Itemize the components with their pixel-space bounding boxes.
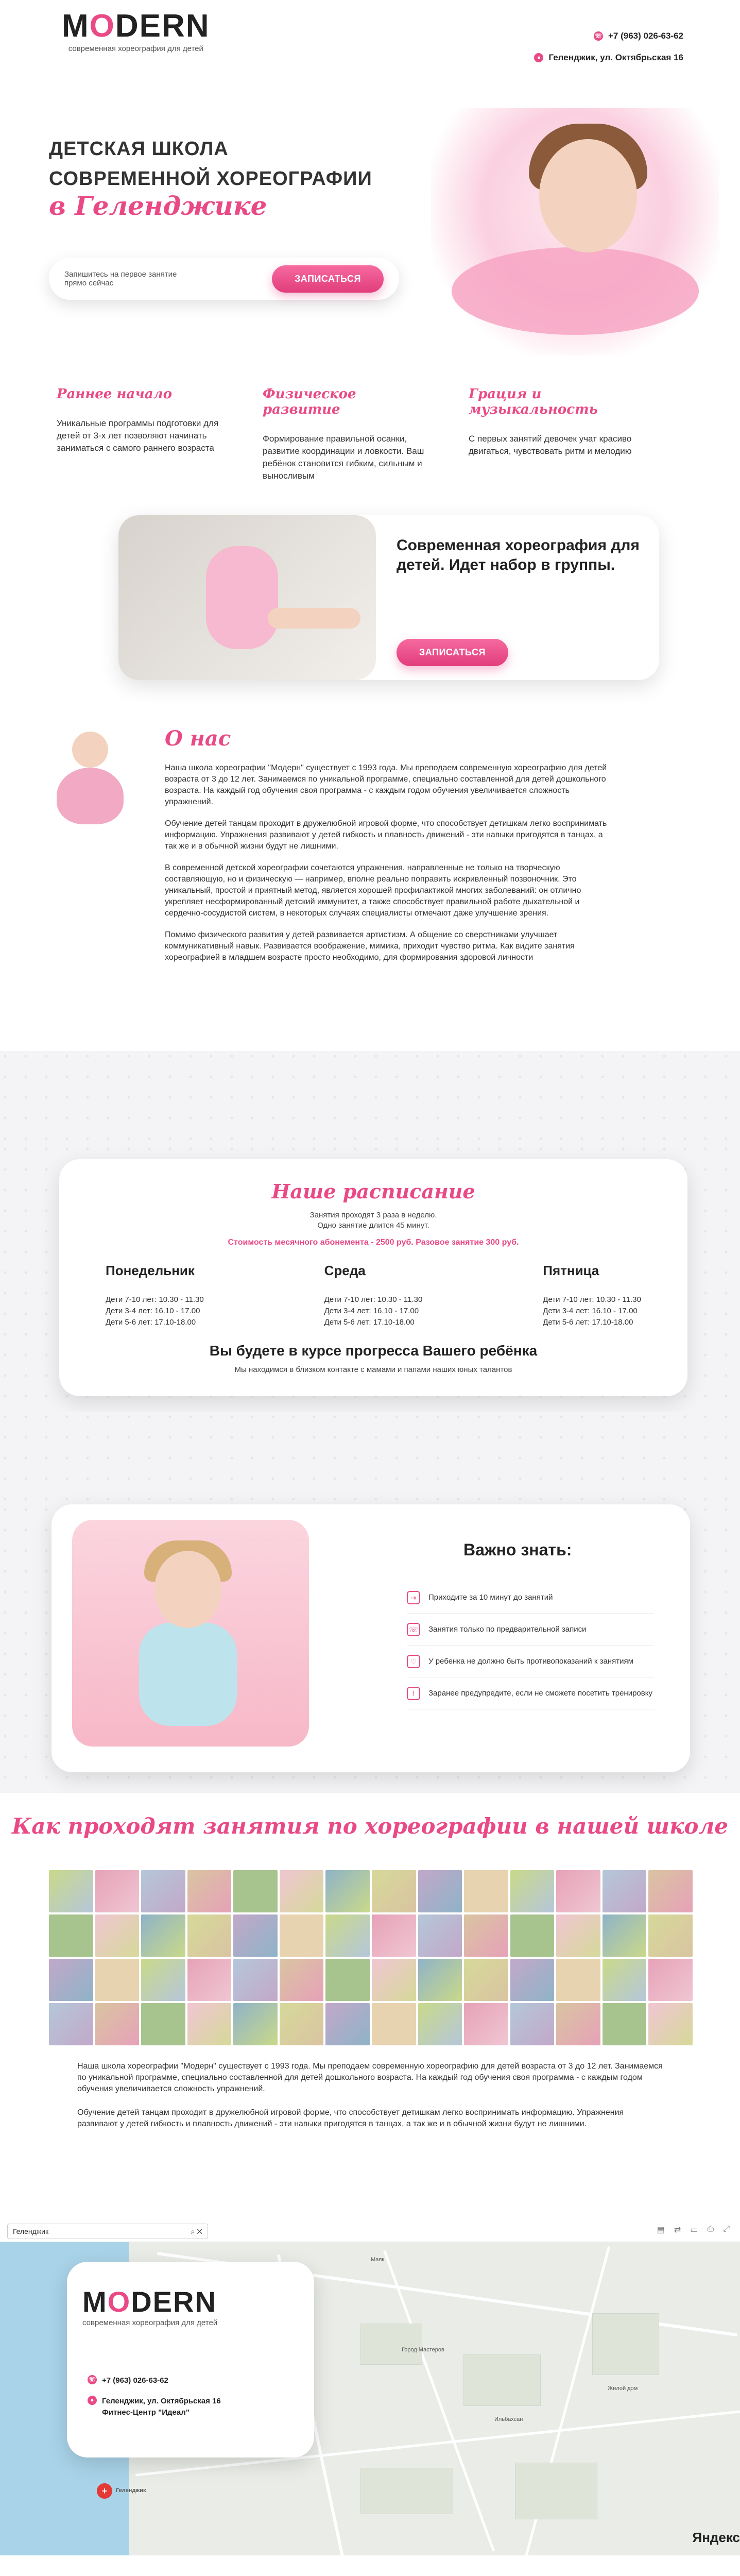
feature-grace — [469, 366, 633, 505]
day-name: Понедельник — [106, 1263, 195, 1278]
gallery-photo[interactable] — [233, 1959, 278, 2001]
gallery-text — [77, 2061, 664, 2142]
feature-title: Раннее начало — [57, 386, 173, 402]
group-banner-title: Современная хореография для детей. Идет набор в группы. — [397, 537, 640, 573]
schedule-day-monday — [106, 1263, 204, 1328]
day-name: Пятница — [543, 1263, 599, 1278]
gallery-photo[interactable] — [603, 1959, 647, 2001]
gallery-photo[interactable] — [418, 1870, 462, 1912]
day-row: Дети 3-4 лет: 16.10 - 17.00 — [543, 1307, 638, 1315]
about-paragraph: В современной детской хореографии сочетаются упражнения, направленные не только на творческую составляющую, но и физическую — например, вполне реально поправить искривленный позвоночник. Это уникальный, простой и приятный метод, является хорошей профилактикой многих заболеваний: он отлично укрепляет несформированный детский иммунитет, а также способствует правильной работе дыхательной и сердечно-сосудистой систем, в некоторых случаях специалисты отмечают даже улучшение зрения. — [165, 863, 581, 918]
gallery-photo[interactable] — [95, 2003, 140, 2045]
gallery-photo[interactable] — [325, 1959, 370, 2001]
location-icon: ● — [88, 2396, 97, 2405]
gallery-photo[interactable] — [372, 2003, 416, 2045]
gallery-section — [0, 1793, 740, 2221]
map-tools — [657, 2225, 730, 2235]
important-card — [51, 1504, 690, 1772]
about-text — [165, 762, 608, 974]
day-row: Дети 5-6 лет: 17.10-18.00 — [106, 1318, 196, 1327]
important-item: ☏ Занятия только по предварительной записи — [407, 1614, 654, 1646]
schedule-title: Наше расписание — [271, 1180, 475, 1203]
gallery-photo[interactable] — [648, 1870, 693, 1912]
hero-ballerina-image — [431, 108, 719, 355]
hero-form-text: Запишитесь на первое занятие прямо сейчас — [64, 270, 177, 287]
features-section — [0, 366, 740, 505]
gallery-photo[interactable] — [510, 1870, 555, 1912]
gallery-photo[interactable] — [233, 1914, 278, 1957]
site-header — [0, 0, 740, 98]
gallery-photo[interactable] — [603, 1870, 647, 1912]
search-icon[interactable]: ⌕ ✕ — [191, 2227, 202, 2235]
schedule-price: Стоимость месячного абонемента - 2500 руб. Разовое занятие 300 руб. — [228, 1238, 519, 1247]
baby-ballerina-illustration — [51, 732, 129, 840]
location-icon: ● — [534, 53, 543, 62]
header-phone[interactable]: +7 (963) 026-63-62 — [608, 31, 683, 41]
header-address: Геленджик, ул. Октябрьская 16 — [548, 53, 683, 62]
gallery-photo[interactable] — [141, 2003, 185, 2045]
warning-icon: ! — [407, 1687, 420, 1700]
day-row: Дети 3-4 лет: 16.10 - 17.00 — [106, 1307, 200, 1315]
map-label: Город Мастеров — [402, 2347, 444, 2353]
gallery-photo[interactable] — [280, 1914, 324, 1957]
map-search-input[interactable]: Геленджик ⌕ ✕ — [7, 2224, 208, 2239]
hero-city: в Геленджике — [49, 191, 267, 221]
gallery-photo[interactable] — [556, 2003, 600, 2045]
gallery-photo[interactable] — [418, 2003, 462, 2045]
gallery-paragraph: Обучение детей танцам проходит в дружелюбной игровой форме, что способствует детишкам легко воспринимать информацию. Упражнения развивают у детей гибкость и плавность движений - эти навыки пригодятся в танцах, а так же и в обычной жизни будут не лишними. — [77, 2108, 624, 2128]
gallery-photo[interactable] — [141, 1914, 185, 1957]
map-label: Маяк — [371, 2257, 385, 2263]
schedule-day-wednesday — [324, 1263, 423, 1328]
fullscreen-icon[interactable]: ⤢ — [723, 2225, 730, 2233]
about-paragraph: Обучение детей танцам проходит в дружелюбной игровой форме, что способствует детишкам легко воспринимать информацию. Упражнения развивают у детей гибкость и плавность движений - эти навыки пригодятся в танцах, а так же и в обычной жизни будут не лишними. — [165, 819, 607, 851]
gallery-photo[interactable] — [233, 1870, 278, 1912]
gallery-photo[interactable] — [603, 1914, 647, 1957]
gallery-photo[interactable] — [49, 1959, 93, 2001]
map-label: Ильбахсан — [494, 2416, 523, 2422]
schedule-subtitle: Занятия проходят 3 раза в неделю. Одно занятие длится 45 минут. — [309, 1211, 437, 1230]
day-row: Дети 5-6 лет: 17.10-18.00 — [543, 1318, 633, 1327]
gallery-photo[interactable] — [325, 1914, 370, 1957]
map-card-info — [88, 2375, 221, 2428]
gallery-photo[interactable] — [648, 2003, 693, 2045]
gallery-photo[interactable] — [510, 1914, 555, 1957]
gallery-photo[interactable] — [49, 1914, 93, 1957]
route-icon[interactable]: ⇄ — [674, 2226, 681, 2234]
feature-physical — [263, 366, 427, 505]
feature-text: Формирование правильной осанки, развитие координации и ловкости. Ваш ребёнок становится гибким, сильным и выносливым — [263, 434, 424, 481]
girl-at-barre-photo — [72, 1520, 309, 1747]
gallery-photo[interactable] — [95, 1914, 140, 1957]
schedule-days — [59, 1263, 687, 1328]
gallery-photo[interactable] — [648, 1914, 693, 1957]
gallery-paragraph: Наша школа хореографии "Модерн" существует с 1993 года. Мы преподаем современную хореографию для детей возраста от 3 до 12 лет. Занимаемся по уникальной программе, специально составленной для детей дошкольного возраста. На каждый год обучения своя программа - с каждым годом обучения увеличивается сложность упражнений. — [77, 2062, 663, 2093]
gallery-photo[interactable] — [187, 1914, 232, 1957]
important-section — [0, 1504, 740, 1793]
day-row: Дети 3-4 лет: 16.10 - 17.00 — [324, 1307, 419, 1315]
map-card-logo: MODERN современная хореография для детей — [82, 2285, 218, 2327]
layers-icon[interactable]: ▤ — [657, 2226, 665, 2234]
gallery-photo[interactable] — [464, 1959, 508, 2001]
heart-icon: ♡ — [407, 1655, 420, 1668]
feature-title: Физическое развитие — [263, 386, 356, 417]
gallery-photo[interactable] — [141, 1959, 185, 2001]
map-marker[interactable]: + — [97, 2483, 112, 2499]
map-contact-card — [67, 2262, 314, 2458]
group-banner-section — [0, 505, 740, 721]
door-icon: ⇥ — [407, 1591, 420, 1604]
decorative-pattern-strip — [0, 1412, 740, 1504]
gallery-photo[interactable] — [418, 1914, 462, 1957]
gallery-photo[interactable] — [372, 1870, 416, 1912]
important-item: ! Заранее предупредите, если не сможете посетить тренировку — [407, 1677, 654, 1709]
important-item: ⇥ Приходите за 10 минут до занятий — [407, 1582, 654, 1614]
important-list — [407, 1582, 654, 1709]
map-section[interactable] — [0, 2221, 740, 2555]
print-icon[interactable]: ⎙ — [707, 2225, 714, 2233]
important-title: Важно знать: — [463, 1540, 572, 1559]
logo-subtitle: современная хореография для детей — [68, 44, 203, 53]
about-paragraph: Помимо физического развития у детей развивается артистизм. А общение со сверстниками улучшает коммуникативный навык. Развивается воображение, мимика, приходит чувство ритма. Как видите занятия хореографией в младшем возрасте просто необходимо, для формирования здоровой личности — [165, 930, 575, 962]
feature-early-start — [57, 366, 221, 505]
important-item: ♡ У ребенка не должно быть противопоказаний к занятиям — [407, 1646, 654, 1677]
schedule-section — [0, 1144, 740, 1412]
gallery-photo[interactable] — [49, 2003, 93, 2045]
progress-title: Вы будете в курсе прогресса Вашего ребёнка — [209, 1343, 538, 1359]
gallery-photo[interactable] — [418, 1959, 462, 2001]
gallery-photo[interactable] — [464, 1914, 508, 1957]
gallery-photo[interactable] — [556, 1914, 600, 1957]
logo-wordmark: MODERN — [62, 8, 210, 44]
hero-signup-button[interactable]: ЗАПИСАТЬСЯ — [272, 265, 384, 293]
header-contacts — [534, 10, 683, 98]
map-label: Жилой дом — [608, 2385, 638, 2392]
schedule-day-friday — [543, 1263, 641, 1328]
gallery-photo[interactable] — [141, 1870, 185, 1912]
schedule-card — [59, 1159, 687, 1396]
yandex-watermark: Яндекс — [692, 2530, 740, 2545]
day-row: Дети 7-10 лет: 10.30 - 11.30 — [543, 1295, 641, 1304]
logo[interactable] — [62, 10, 210, 98]
day-row: Дети 7-10 лет: 10.30 - 11.30 — [324, 1295, 423, 1304]
gallery-photo[interactable] — [325, 2003, 370, 2045]
gallery-photo[interactable] — [280, 1959, 324, 2001]
gallery-photo[interactable] — [187, 1959, 232, 2001]
hero-section — [0, 98, 740, 366]
gallery-photo[interactable] — [556, 1959, 600, 2001]
feature-title: Грация и музыкальность — [469, 386, 598, 417]
about-section — [0, 721, 740, 1051]
hero-title: ДЕТСКАЯ ШКОЛА СОВРЕМЕННОЙ ХОРЕОГРАФИИ — [49, 138, 372, 190]
gallery-title: Как проходят занятия по хореографии в нашей школе — [11, 1814, 729, 1839]
gallery-photo[interactable] — [648, 1959, 693, 2001]
day-row: Дети 5-6 лет: 17.10-18.00 — [324, 1318, 415, 1327]
gallery-photo[interactable] — [95, 1870, 140, 1912]
day-name: Среда — [324, 1263, 366, 1278]
gallery-photo[interactable] — [556, 1870, 600, 1912]
map-toolbar — [0, 2221, 740, 2242]
photo-gallery-grid — [49, 1870, 693, 2045]
feature-text: С первых занятий девочек учат красиво двигаться, чувствовать ритм и мелодию — [469, 434, 632, 456]
gallery-photo[interactable] — [95, 1959, 140, 2001]
phone-icon: ☏ — [88, 2375, 97, 2384]
gallery-photo[interactable] — [372, 1914, 416, 1957]
gallery-photo[interactable] — [603, 2003, 647, 2045]
feature-text: Уникальные программы подготовки для детей от 3-х лет позволяют начинать заниматься с самого раннего возраста — [57, 418, 219, 453]
gallery-photo[interactable] — [280, 1870, 324, 1912]
about-title: О нас — [165, 726, 231, 751]
progress-subtitle: Мы находимся в близком контакте с мамами и папами наших юных талантов — [234, 1365, 512, 1374]
gallery-photo[interactable] — [187, 1870, 232, 1912]
gallery-photo[interactable] — [464, 2003, 508, 2045]
group-signup-button[interactable]: ЗАПИСАТЬСЯ — [397, 639, 508, 666]
about-paragraph: Наша школа хореографии "Модерн" существует с 1993 года. Мы преподаем современную хореографию для детей возраста от 3 до 12 лет. Занимаемся по уникальной программе, специально составленной для детей дошкольного возраста. На каждый год обучения своя программа - с каждым годом обучения увеличивается сложность упражнений. — [165, 764, 607, 806]
ruler-icon[interactable]: ▭ — [690, 2226, 698, 2234]
group-banner-card — [118, 515, 659, 680]
phone-icon: ☏ — [407, 1623, 420, 1636]
gallery-photo[interactable] — [233, 2003, 278, 2045]
gallery-photo[interactable] — [372, 1959, 416, 2001]
gallery-photo[interactable] — [510, 2003, 555, 2045]
day-row: Дети 7-10 лет: 10.30 - 11.30 — [106, 1295, 204, 1304]
map-card-address: Геленджик, ул. Октябрьская 16 Фитнес-Центр "Идеал" — [102, 2397, 221, 2417]
stretching-girl-photo — [118, 515, 376, 680]
gallery-photo[interactable] — [464, 1870, 508, 1912]
decorative-pattern-strip — [0, 1051, 740, 1144]
gallery-photo[interactable] — [187, 2003, 232, 2045]
gallery-photo[interactable] — [280, 2003, 324, 2045]
phone-icon: ☏ — [594, 31, 603, 41]
cta-section — [0, 2555, 740, 2576]
map-card-phone[interactable]: +7 (963) 026-63-62 — [102, 2376, 168, 2385]
gallery-photo[interactable] — [325, 1870, 370, 1912]
map-marker-label: Геленджик — [116, 2487, 146, 2494]
hero-signup-form — [49, 258, 399, 300]
gallery-photo[interactable] — [49, 1870, 93, 1912]
gallery-photo[interactable] — [510, 1959, 555, 2001]
